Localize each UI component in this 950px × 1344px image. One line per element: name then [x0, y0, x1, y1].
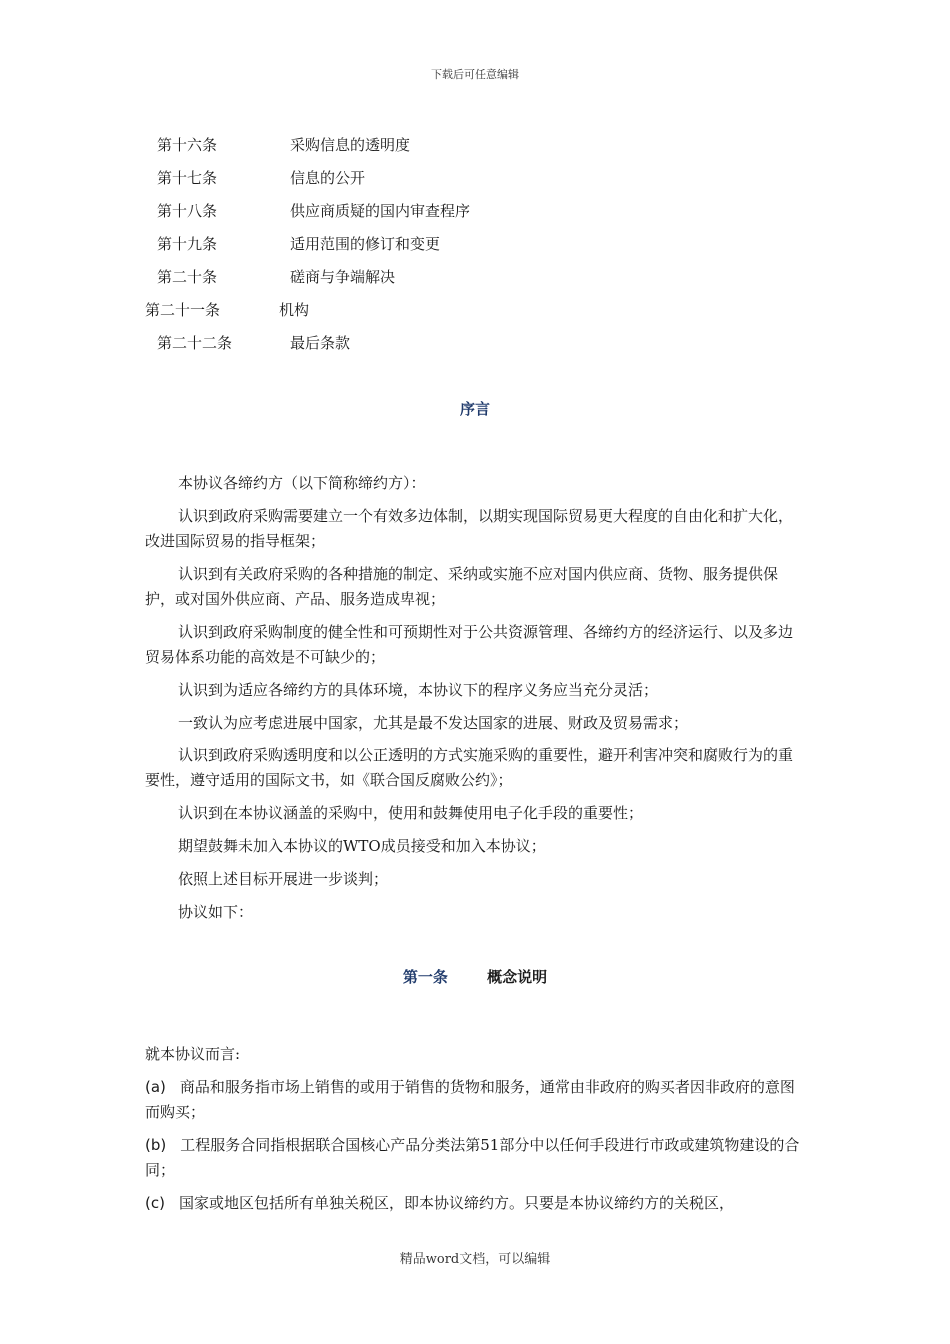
toc-item-title: 采购信息的透明度 — [290, 136, 411, 154]
preface-paragraph: 认识到政府采购需要建立一个有效多边体制，以期实现国际贸易更大程度的自由化和扩大化，改进国际贸易的指导框架； — [145, 507, 794, 550]
definition-text: 商品和服务指市场上销售的或用于销售的货物和服务，通常由非政府的购买者因非政府的意图而购买； — [145, 1078, 795, 1121]
toc-item-number: 第二十一条 — [145, 301, 221, 319]
toc-item-title: 最后条款 — [290, 334, 351, 352]
definition-item — [145, 1133, 805, 1183]
article-intro: 就本协议而言: — [145, 1045, 241, 1063]
toc-item-title: 机构 — [279, 301, 310, 319]
toc-item-title: 信息的公开 — [290, 169, 366, 187]
preface-paragraph: 期望鼓舞未加入本协议的WTO成员接受和加入本协议； — [178, 837, 546, 855]
preface-paragraph: 认识到为适应各缔约方的具体环境，本协议下的程序义务应当充分灵活； — [178, 681, 659, 699]
preface-paragraph: 一致认为应考虑进展中国家，尤其是最不发达国家的进展、财政及贸易需求； — [178, 714, 689, 732]
toc-item-number: 第十九条 — [157, 235, 218, 253]
toc-item-title: 供应商质疑的国内审查程序 — [290, 202, 471, 220]
definition-item — [145, 1191, 805, 1216]
definition-text: 国家或地区包括所有单独关税区，即本协议缔约方。只要是本协议缔约方的关税区， — [178, 1194, 734, 1212]
toc-item-number: 第二十二条 — [157, 334, 233, 352]
preface-paragraph: 本协议各缔约方（以下简称缔约方）： — [178, 474, 426, 492]
preface-paragraph: 认识到政府采购制度的健全性和可预期性对于公共资源管理、各缔约方的经济运行、以及多边贸易体系功能的高效是不可缺少的； — [145, 623, 794, 666]
toc-item-title: 适用范围的修订和变更 — [290, 235, 441, 253]
definition-label: (a) — [145, 1078, 166, 1096]
preface-paragraph: 依照上述目标开展进一步谈判； — [178, 870, 389, 888]
preface-title: 序言 — [459, 400, 490, 418]
preface-paragraph: 认识到有关政府采购的各种措施的制定、采纳或实施不应对国内供应商、货物、服务提供保护，或对国外供应商、产品、服务造成卑视； — [145, 565, 779, 608]
toc-item-number: 第十八条 — [157, 202, 218, 220]
article-heading — [0, 966, 950, 987]
definition-item — [145, 1075, 805, 1125]
definition-text: 工程服务合同指根据联合国核心产品分类法第51部分中以任何手段进行市政或建筑物建设的合同； — [145, 1136, 800, 1179]
definition-label: (c) — [145, 1194, 165, 1212]
page-header: 下载后可任意编辑 — [431, 68, 519, 81]
toc-item-number: 第二十条 — [157, 268, 218, 286]
definition-label: (b) — [145, 1136, 167, 1154]
preface-paragraph: 认识到政府采购透明度和以公正透明的方式实施采购的重要性，避开利害冲突和腐败行为的重要性，遵守适用的国际文书，如《联合国反腐败公约》； — [145, 746, 794, 789]
preface-paragraph: 协议如下： — [178, 903, 254, 921]
article-number: 第一条 — [402, 968, 448, 986]
page-footer: 精品word文档，可以编辑 — [399, 1252, 551, 1267]
toc-item-number: 第十七条 — [157, 169, 218, 187]
toc-item-number: 第十六条 — [157, 136, 218, 154]
article-title: 概念说明 — [487, 968, 548, 986]
toc-item-title: 磋商与争端解决 — [290, 268, 396, 286]
preface-paragraph: 认识到在本协议涵盖的采购中，使用和鼓舞使用电子化手段的重要性； — [178, 804, 644, 822]
